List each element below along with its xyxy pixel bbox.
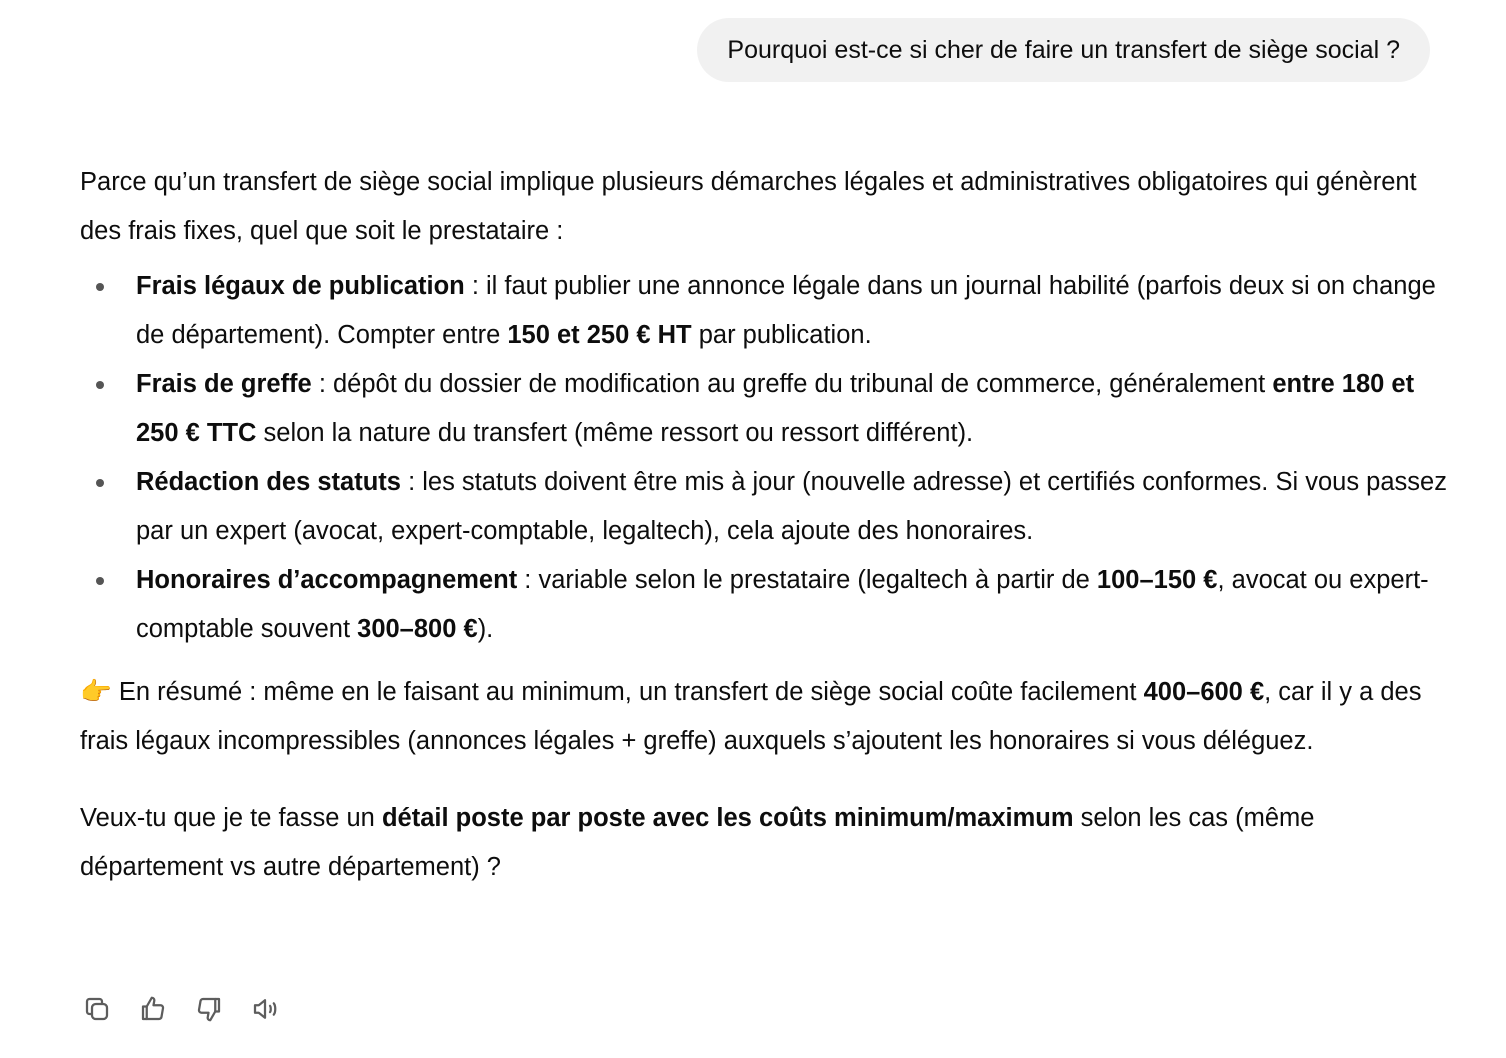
list-item: Frais légaux de publication : il faut publier une annonce légale dans un journal habilité (parfois deux si on change de département). Compter entre 150 et 250 € HT par publication. xyxy=(80,262,1450,360)
list-item: Honoraires d’accompagnement : variable selon le prestataire (legaltech à partir de 100–150 €, avocat ou expert-comptable souvent 300–800 €). xyxy=(80,556,1450,654)
thumbs-down-button[interactable] xyxy=(192,992,226,1026)
copy-icon xyxy=(82,994,112,1024)
read-aloud-icon xyxy=(250,994,280,1024)
bullet-dot xyxy=(96,381,104,389)
thumbs-up-button[interactable] xyxy=(136,992,170,1026)
pointing-hand-icon: 👉 xyxy=(80,678,112,706)
assistant-answer xyxy=(80,158,1450,892)
read-aloud-button[interactable] xyxy=(248,992,282,1026)
user-message-bubble: Pourquoi est-ce si cher de faire un transfert de siège social ? xyxy=(697,18,1430,82)
bullet-title: Rédaction des statuts xyxy=(136,468,401,496)
answer-intro: Parce qu’un transfert de siège social implique plusieurs démarches légales et administratives obligatoires qui génèrent des frais fixes, quel que soit le prestataire : xyxy=(80,168,1417,245)
answer-summary: 👉 En résumé : même en le faisant au minimum, un transfert de siège social coûte facilement 400–600 €, car il y a des frais légaux incompressibles (annonces légales + greffe) auxquels s’ajoutent les honoraires si vous déléguez. xyxy=(80,678,1422,755)
bullet-title: Frais légaux de publication xyxy=(136,272,465,300)
answer-followup-question: Veux-tu que je te fasse un détail poste par poste avec les coûts minimum/maximum selon les cas (même département vs autre département) ? xyxy=(80,804,1315,881)
bullet-title: Frais de greffe xyxy=(136,370,312,398)
list-item: Frais de greffe : dépôt du dossier de modification au greffe du tribunal de commerce, généralement entre 180 et 250 € TTC selon la nature du transfert (même ressort ou ressort différent). xyxy=(80,360,1450,458)
user-message-row xyxy=(697,18,1430,82)
bullet-dot xyxy=(96,577,104,585)
bullet-dot xyxy=(96,283,104,291)
copy-button[interactable] xyxy=(80,992,114,1026)
answer-bullet-list xyxy=(80,262,1450,654)
message-action-bar xyxy=(80,992,282,1026)
bullet-title: Honoraires d’accompagnement xyxy=(136,566,518,594)
list-item: Rédaction des statuts : les statuts doivent être mis à jour (nouvelle adresse) et certifiés conformes. Si vous passez par un expert (avocat, expert-comptable, legaltech), cela ajoute des honoraires. xyxy=(80,458,1450,556)
thumbs-up-icon xyxy=(138,994,168,1024)
thumbs-down-icon xyxy=(194,994,224,1024)
bullet-dot xyxy=(96,479,104,487)
